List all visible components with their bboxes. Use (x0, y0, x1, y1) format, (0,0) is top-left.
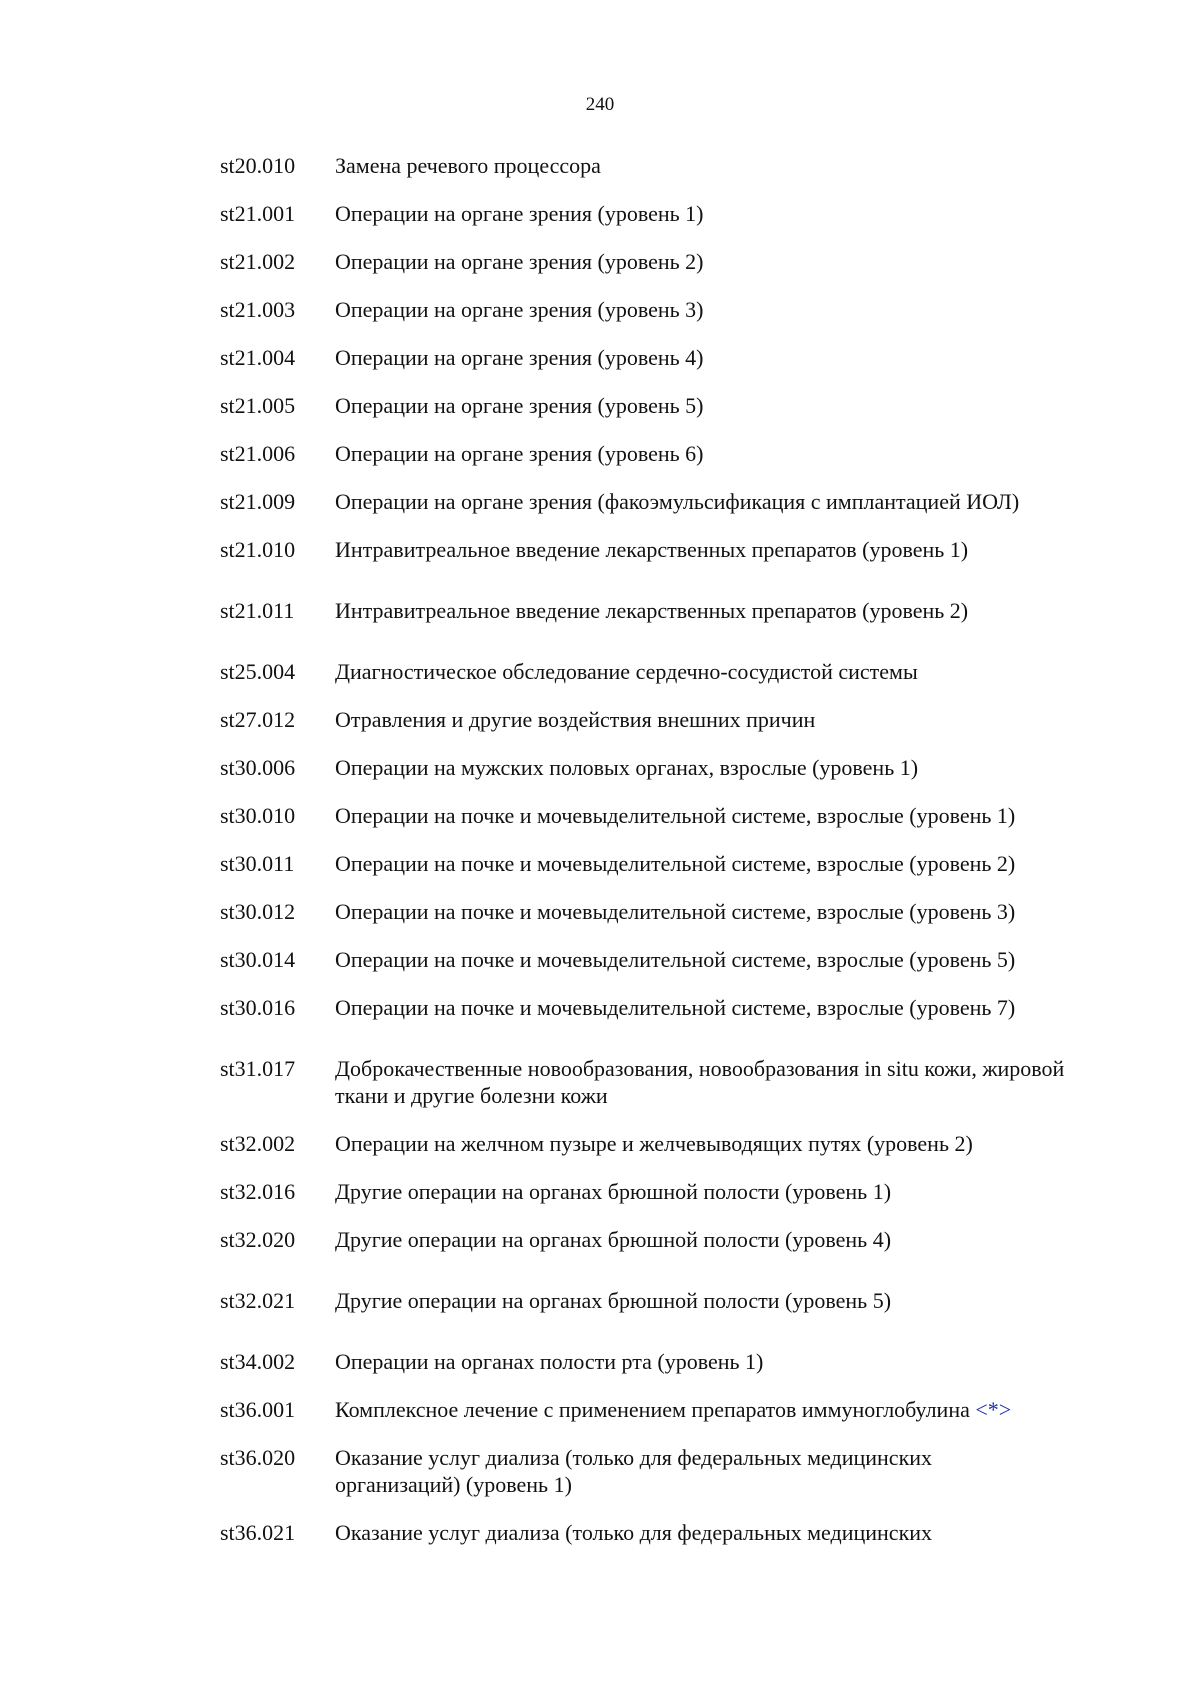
row-description: Операции на органе зрения (факоэмульсификация с имплантацией ИОЛ) (335, 489, 1020, 514)
row-code: st32.020 (220, 1227, 296, 1252)
list-item (0, 392, 1200, 419)
row-description: Другие операции на органах брюшной полости (уровень 5) (335, 1288, 892, 1313)
row-code: st34.002 (220, 1349, 296, 1374)
row-description: Замена речевого процессора (335, 153, 601, 178)
row-code: st36.001 (220, 1397, 296, 1422)
list-item (0, 597, 1200, 624)
row-description: Операции на почке и мочевыделительной системе, взрослые (уровень 2) (335, 851, 1016, 876)
row-description: Операции на почке и мочевыделительной системе, взрослые (уровень 3) (335, 899, 1016, 924)
list-item (0, 1519, 1200, 1546)
row-code: st21.002 (220, 249, 296, 274)
row-description: Оказание услуг диализа (только для федеральных медицинских (335, 1520, 933, 1545)
row-code: st31.017 (220, 1056, 296, 1081)
row-code: st21.005 (220, 393, 296, 418)
list-item (0, 344, 1200, 371)
row-code: st21.010 (220, 537, 296, 562)
list-item (0, 658, 1200, 685)
row-description: Операции на почке и мочевыделительной системе, взрослые (уровень 7) (335, 995, 1016, 1020)
row-description: Другие операции на органах брюшной полости (уровень 1) (335, 1179, 892, 1204)
row-code: st36.020 (220, 1445, 296, 1470)
row-code: st30.011 (220, 851, 295, 876)
list-item (0, 1178, 1200, 1205)
row-description: Операции на почке и мочевыделительной системе, взрослые (уровень 5) (335, 947, 1016, 972)
row-code: st30.016 (220, 995, 296, 1020)
list-item (0, 1055, 1200, 1109)
row-description: Операции на органе зрения (уровень 1) (335, 201, 704, 226)
footnote-link[interactable]: <*> (975, 1397, 1012, 1422)
row-description (335, 1396, 1095, 1423)
row-code: st21.003 (220, 297, 296, 322)
row-code: st27.012 (220, 707, 296, 732)
list-item (0, 296, 1200, 323)
row-code: st20.010 (220, 153, 296, 178)
list-item (0, 440, 1200, 467)
row-description: Операции на органе зрения (уровень 4) (335, 345, 704, 370)
row-code: st30.012 (220, 899, 296, 924)
row-description: Операции на органе зрения (уровень 6) (335, 441, 704, 466)
row-code: st32.002 (220, 1131, 296, 1156)
row-code: st30.014 (220, 947, 296, 972)
row-description: Интравитреальное введение лекарственных препаратов (уровень 1) (335, 537, 969, 562)
list-item (0, 488, 1200, 515)
row-code: st21.011 (220, 598, 295, 623)
list-item (0, 1226, 1200, 1253)
row-code: st32.016 (220, 1179, 296, 1204)
list-item (0, 946, 1200, 973)
list-item (0, 200, 1200, 227)
row-description: Операции на желчном пузыре и желчевыводящих путях (уровень 2) (335, 1131, 973, 1156)
row-description: Операции на органах полости рта (уровень 1) (335, 1349, 764, 1374)
row-description: Диагностическое обследование сердечно-сосудистой системы (335, 659, 918, 684)
list-item (0, 754, 1200, 781)
list-item (0, 850, 1200, 877)
row-description: Операции на органе зрения (уровень 5) (335, 393, 704, 418)
list-item (0, 1348, 1200, 1375)
list-item (0, 536, 1200, 563)
list-item (0, 1396, 1200, 1423)
row-code: st21.001 (220, 201, 296, 226)
row-description: Операции на мужских половых органах, взрослые (уровень 1) (335, 755, 919, 780)
code-list (0, 152, 1200, 1546)
row-description: Интравитреальное введение лекарственных препаратов (уровень 2) (335, 598, 969, 623)
row-description: Операции на почке и мочевыделительной системе, взрослые (уровень 1) (335, 803, 1016, 828)
list-item (0, 1287, 1200, 1314)
row-description: Другие операции на органах брюшной полости (уровень 4) (335, 1227, 892, 1252)
list-item (0, 706, 1200, 733)
list-item (0, 1444, 1200, 1498)
row-code: st21.004 (220, 345, 296, 370)
row-description-text: Комплексное лечение с применением препаратов иммуноглобулина (335, 1397, 970, 1422)
list-item (0, 898, 1200, 925)
list-item (0, 152, 1200, 179)
row-description: Операции на органе зрения (уровень 3) (335, 297, 704, 322)
row-code: st21.006 (220, 441, 296, 466)
list-item (0, 1130, 1200, 1157)
list-item (0, 802, 1200, 829)
row-code: st30.010 (220, 803, 296, 828)
row-code: st32.021 (220, 1288, 296, 1313)
row-code: st25.004 (220, 659, 296, 684)
row-description: Доброкачественные новообразования, новообразования in situ кожи, жировой ткани и другие болезни кожи (335, 1056, 1065, 1108)
list-item (0, 994, 1200, 1021)
list-item (0, 248, 1200, 275)
row-description: Операции на органе зрения (уровень 2) (335, 249, 704, 274)
row-code: st36.021 (220, 1520, 296, 1545)
row-description: Оказание услуг диализа (только для федеральных медицинских организаций) (уровень 1) (335, 1445, 933, 1497)
row-code: st30.006 (220, 755, 296, 780)
row-description: Отравления и другие воздействия внешних причин (335, 707, 816, 732)
row-code: st21.009 (220, 489, 296, 514)
page-number: 240 (585, 94, 615, 115)
